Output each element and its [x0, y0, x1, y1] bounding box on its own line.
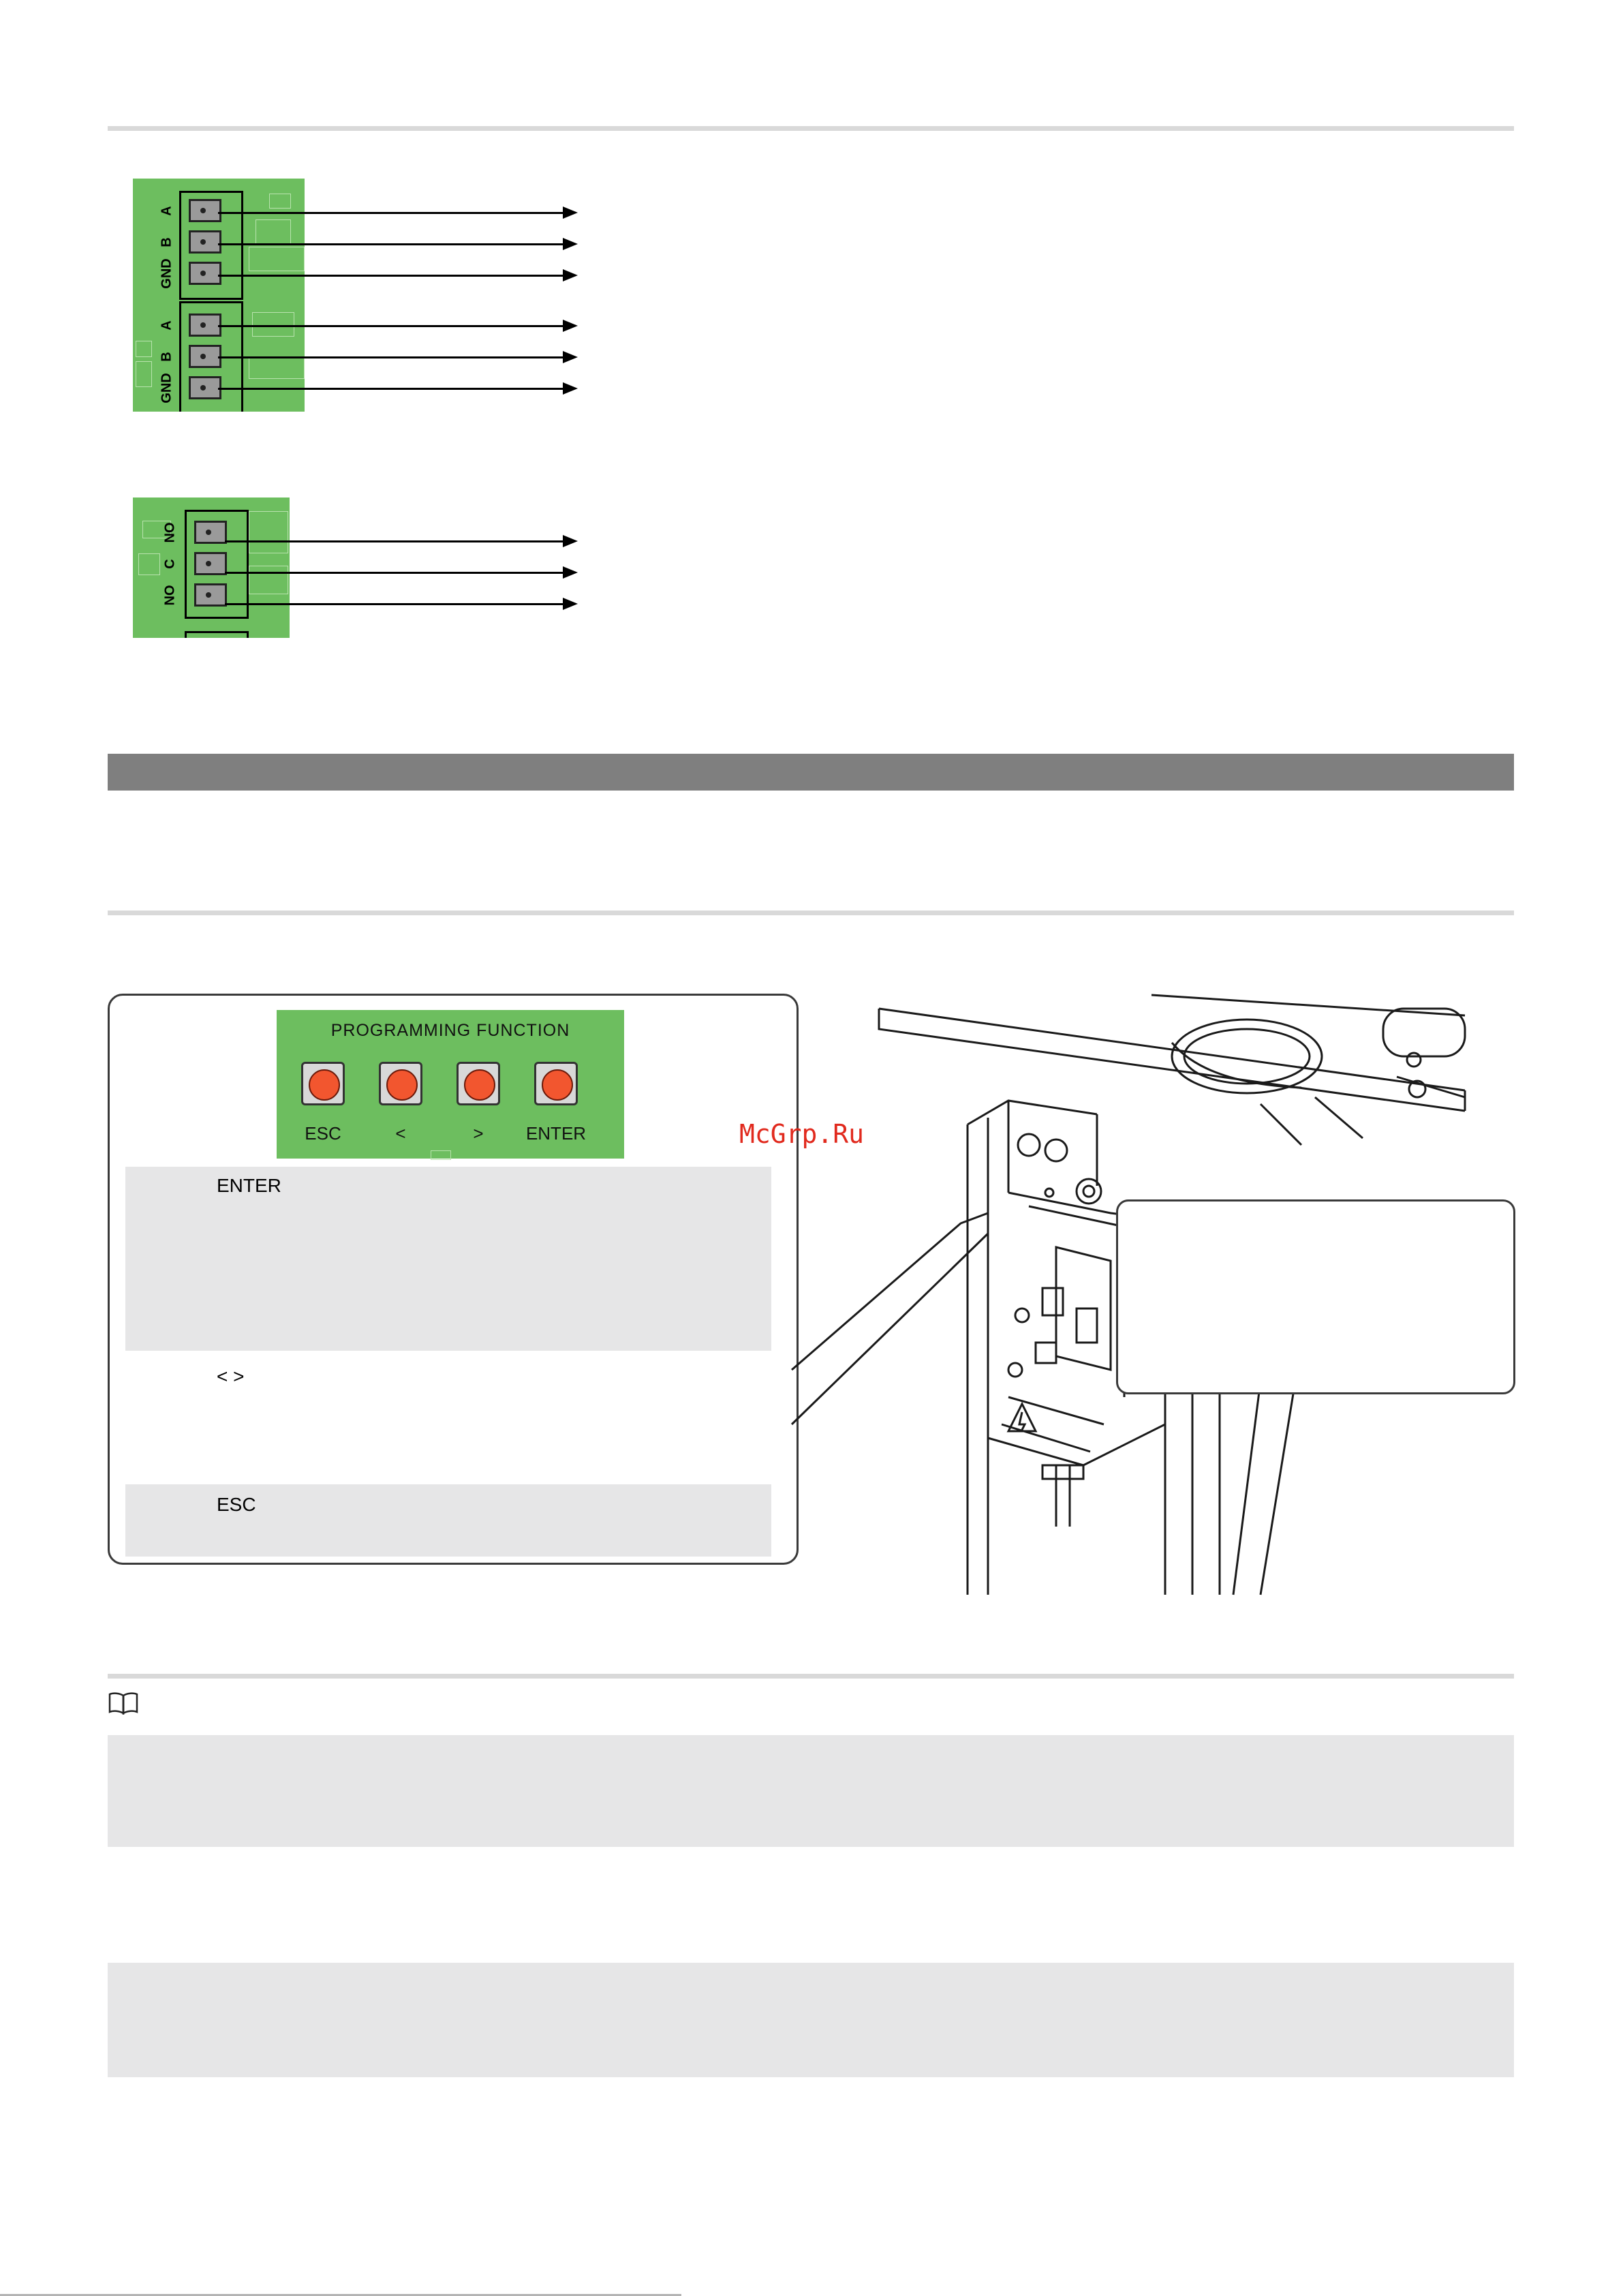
book-icon — [108, 1692, 139, 1715]
terminal-label-b: B — [159, 352, 174, 362]
right-button[interactable] — [457, 1062, 500, 1105]
watermark: McGrp.Ru — [739, 1119, 865, 1149]
right-button-label: > — [473, 1123, 484, 1144]
arrow-head — [563, 382, 578, 395]
section-header-bar — [108, 754, 1514, 791]
screw-terminal — [189, 345, 221, 368]
arrow-head — [563, 351, 578, 363]
info-callout-box — [1116, 1199, 1515, 1394]
esc-button[interactable] — [301, 1062, 345, 1105]
left-button[interactable] — [379, 1062, 422, 1105]
screw-terminal — [189, 262, 221, 285]
wire-arrow — [218, 356, 566, 358]
screw-terminal — [189, 376, 221, 399]
top-rule — [108, 126, 1514, 131]
terminal-label-c: C — [162, 559, 178, 569]
wire-arrow — [218, 388, 566, 390]
screw-terminal — [189, 313, 221, 337]
programming-panel — [277, 1010, 624, 1159]
terminal-label-a: A — [159, 320, 174, 331]
arrow-head — [563, 535, 578, 547]
arrow-head — [563, 320, 578, 332]
terminal-label-b: B — [159, 237, 174, 247]
screw-terminal — [194, 521, 227, 544]
wire-arrow — [218, 212, 566, 214]
enter-button-label: ENTER — [525, 1123, 587, 1144]
screw-terminal — [189, 230, 221, 254]
pcb-relay-terminals — [133, 498, 290, 638]
terminal-label-gnd: GND — [159, 258, 174, 289]
left-button-label: < — [395, 1123, 406, 1144]
wire-arrow — [225, 572, 566, 574]
note-box-1 — [108, 1735, 1514, 1847]
terminal-block-4 — [185, 631, 249, 638]
arrow-head — [563, 269, 578, 281]
arrow-head — [563, 238, 578, 250]
screw-terminal — [189, 199, 221, 222]
wire-arrow — [225, 540, 566, 542]
enter-button[interactable] — [534, 1062, 578, 1105]
wire-arrow — [218, 243, 566, 245]
terminal-label-a: A — [159, 206, 174, 216]
enter-key-label: ENTER — [217, 1175, 281, 1196]
arrow-head — [563, 206, 578, 219]
screw-terminal — [194, 583, 227, 607]
esc-key-label: ESC — [217, 1494, 256, 1515]
screw-terminal — [194, 552, 227, 575]
wire-arrow — [225, 603, 566, 605]
note-box-2 — [108, 1963, 1514, 2077]
arrows-key-label: < > — [217, 1366, 245, 1387]
arrow-head — [563, 598, 578, 610]
terminal-label-no: NO — [162, 585, 178, 606]
wire-arrow — [218, 275, 566, 277]
wire-arrow — [218, 325, 566, 327]
programming-panel-title: PROGRAMMING FUNCTION — [330, 1021, 570, 1040]
note-rule — [108, 1674, 1514, 1679]
esc-button-label: ESC — [305, 1123, 341, 1144]
terminal-label-gnd: GND — [159, 373, 174, 403]
arrow-head — [563, 566, 578, 579]
section-rule — [108, 910, 1514, 915]
terminal-label-no: NO — [162, 522, 178, 543]
